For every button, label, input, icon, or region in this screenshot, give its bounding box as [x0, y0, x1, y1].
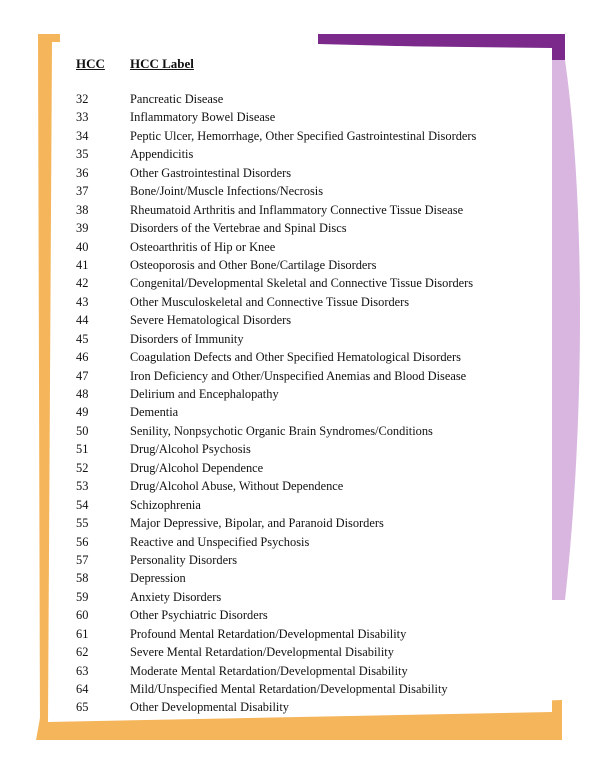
- hcc-code: 34: [76, 128, 89, 143]
- hcc-code: 55: [76, 516, 89, 531]
- table-row: [76, 146, 566, 164]
- table-row: [76, 404, 566, 422]
- hcc-code: 44: [76, 313, 89, 328]
- hcc-label: Osteoarthritis of Hip or Knee: [130, 239, 276, 254]
- table-row: [76, 663, 566, 681]
- table-row: [76, 368, 566, 386]
- hcc-label: Inflammatory Bowel Disease: [130, 110, 276, 125]
- hcc-code: 39: [76, 221, 89, 236]
- hcc-code: 45: [76, 331, 89, 346]
- hcc-label: Drug/Alcohol Abuse, Without Dependence: [130, 479, 344, 494]
- header-hcc: HCC: [76, 56, 105, 71]
- hcc-code: 64: [76, 682, 89, 696]
- table-row: [76, 220, 566, 238]
- table-row: [76, 109, 566, 127]
- table-row: [76, 91, 566, 109]
- hcc-label: Bone/Joint/Muscle Infections/Necrosis: [130, 184, 324, 199]
- hcc-label: Senility, Nonpsychotic Organic Brain Syndromes/Conditions: [130, 423, 433, 438]
- hcc-label: Delirium and Encephalopathy: [130, 387, 279, 401]
- hcc-code: 40: [76, 239, 89, 254]
- table-row: [76, 312, 566, 330]
- table-row: [76, 386, 566, 404]
- hcc-code: 52: [76, 460, 89, 475]
- hcc-code: 41: [76, 257, 89, 272]
- hcc-label: Dementia: [130, 405, 179, 420]
- hcc-code: 61: [76, 626, 89, 641]
- table-row: [76, 294, 566, 312]
- table-row: [76, 681, 566, 699]
- table-row: [76, 460, 566, 478]
- hcc-label: Appendicitis: [130, 147, 194, 162]
- table-row: [76, 589, 566, 607]
- hcc-code: 50: [76, 423, 89, 438]
- hcc-label: Profound Mental Retardation/Developmental Disability: [130, 626, 407, 641]
- table-row: [76, 441, 566, 459]
- table-row: [76, 128, 566, 146]
- hcc-label: Disorders of the Vertebrae and Spinal Discs: [130, 221, 347, 236]
- hcc-code: 33: [76, 110, 89, 125]
- table-row: [76, 478, 566, 496]
- hcc-label: Other Gastrointestinal Disorders: [130, 165, 292, 180]
- hcc-code: 54: [76, 497, 89, 512]
- hcc-label: Iron Deficiency and Other/Unspecified Anemias and Blood Disease: [130, 368, 467, 383]
- hcc-code: 51: [76, 442, 89, 457]
- hcc-label: Severe Hematological Disorders: [130, 313, 292, 328]
- hcc-label: Peptic Ulcer, Hemorrhage, Other Specified Gastrointestinal Disorders: [130, 128, 477, 143]
- hcc-code: 36: [76, 165, 89, 180]
- table-row: [76, 644, 566, 662]
- table-row: [76, 257, 566, 275]
- table-row: [76, 515, 566, 533]
- table-row: [76, 570, 566, 588]
- hcc-code: 43: [76, 294, 89, 309]
- table-row: [76, 183, 566, 201]
- hcc-code: 42: [76, 276, 89, 291]
- hcc-label: Drug/Alcohol Psychosis: [130, 442, 251, 457]
- table-row: [76, 607, 566, 625]
- hcc-label: Major Depressive, Bipolar, and Paranoid Disorders: [130, 516, 384, 531]
- hcc-code: 62: [76, 645, 89, 660]
- hcc-label: Osteoporosis and Other Bone/Cartilage Disorders: [130, 257, 377, 272]
- hcc-label: Other Musculoskeletal and Connective Tissue Disorders: [130, 294, 410, 309]
- hcc-code: 32: [76, 92, 89, 106]
- hcc-label: Drug/Alcohol Dependence: [130, 460, 264, 475]
- hcc-label: Severe Mental Retardation/Developmental Disability: [130, 645, 394, 660]
- hcc-code: 58: [76, 571, 89, 586]
- hcc-label: Congenital/Developmental Skeletal and Connective Tissue Disorders: [130, 276, 474, 291]
- hcc-code: 59: [76, 589, 89, 604]
- hcc-label: Moderate Mental Retardation/Developmental Disability: [130, 663, 408, 678]
- table-row: [76, 626, 566, 644]
- hcc-label: Anxiety Disorders: [130, 589, 222, 604]
- table-row: [76, 497, 566, 515]
- hcc-code: 46: [76, 350, 89, 365]
- hcc-code: 47: [76, 368, 89, 383]
- hcc-label: Other Developmental Disability: [130, 700, 289, 715]
- table-row: [76, 552, 566, 570]
- table-row: [76, 239, 566, 257]
- table-row: [76, 534, 566, 552]
- hcc-label: Mild/Unspecified Mental Retardation/Developmental Disability: [130, 682, 448, 696]
- hcc-code: 35: [76, 147, 89, 162]
- hcc-label: Schizophrenia: [130, 497, 201, 512]
- table-row: [76, 331, 566, 349]
- hcc-code: 38: [76, 202, 89, 217]
- table-row: [76, 699, 566, 717]
- hcc-code: 37: [76, 184, 89, 199]
- hcc-label: Depression: [130, 571, 186, 586]
- hcc-label: Personality Disorders: [130, 552, 238, 567]
- hcc-label: Coagulation Defects and Other Specified Hematological Disorders: [130, 350, 462, 365]
- table-row: [76, 423, 566, 441]
- hcc-code: 60: [76, 608, 89, 623]
- hcc-code: 49: [76, 405, 89, 420]
- table-row: [76, 202, 566, 220]
- hcc-label: Reactive and Unspecified Psychosis: [130, 534, 310, 549]
- table-row: [76, 165, 566, 183]
- hcc-code: 48: [76, 387, 89, 401]
- hcc-label: Disorders of Immunity: [130, 331, 244, 346]
- hcc-code: 65: [76, 700, 89, 715]
- hcc-label: Pancreatic Disease: [130, 92, 224, 106]
- hcc-code: 57: [76, 552, 89, 567]
- hcc-code: 56: [76, 534, 89, 549]
- hcc-label: Rheumatoid Arthritis and Inflammatory Connective Tissue Disease: [130, 202, 464, 217]
- table-row: [76, 275, 566, 293]
- hcc-table-body: [76, 91, 566, 718]
- table-row: [76, 349, 566, 367]
- header-hcc-label: HCC Label: [130, 56, 194, 71]
- hcc-code: 63: [76, 663, 89, 678]
- hcc-label: Other Psychiatric Disorders: [130, 608, 268, 623]
- hcc-code: 53: [76, 479, 89, 494]
